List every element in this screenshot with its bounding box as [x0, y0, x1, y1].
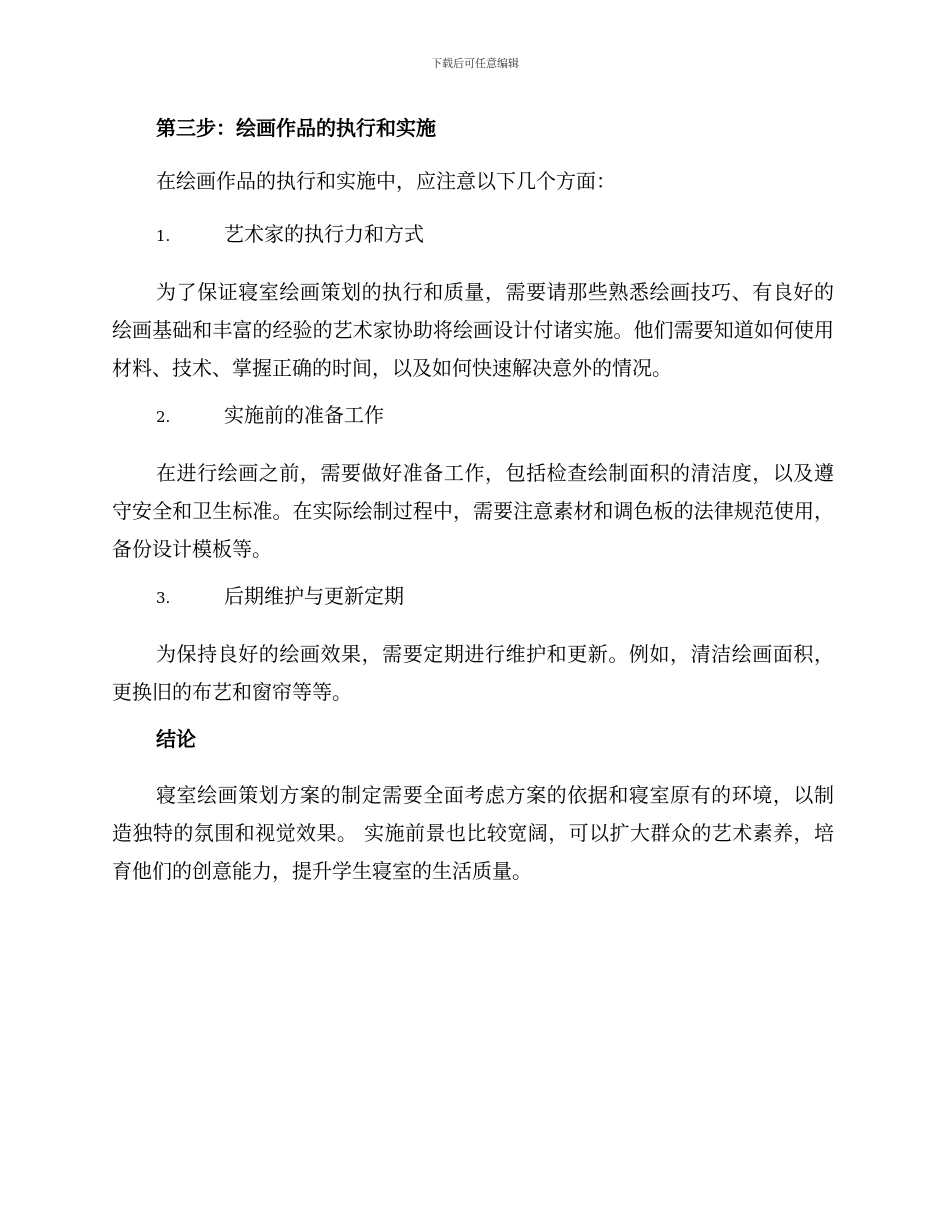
list-number: 1.	[156, 227, 171, 245]
list-number: 2.	[156, 408, 171, 426]
list-item-2	[112, 399, 834, 433]
paragraph: 为了保证寝室绘画策划的执行和质量，需要请那些熟悉绘画技巧、有良好的绘画基础和丰富的经验的艺术家协助将绘画设计付诸实施。他们需要知道如何使用材料、技术、掌握正确的时间，以及如何快速解决意外的情况。	[112, 280, 834, 380]
section-heading: 第三步：绘画作品的执行和实施	[156, 116, 436, 140]
list-item-title: 实施前的准备工作	[224, 403, 384, 427]
paragraph: 在进行绘画之前，需要做好准备工作，包括检查绘制面积的清洁度，以及遵守安全和卫生标准。在实际绘制过程中，需要注意素材和调色板的法律规范使用，备份设计模板等。	[112, 461, 834, 561]
document-body	[112, 112, 834, 902]
list-item-title: 后期维护与更新定期	[224, 584, 404, 608]
conclusion-paragraph: 寝室绘画策划方案的制定需要全面考虑方案的依据和寝室原有的环境，以制造独特的氛围和视觉效果。 实施前景也比较宽阔，可以扩大群众的艺术素养，培育他们的创意能力，提升学生寝室的生活质量。	[112, 783, 834, 883]
page-header-note: 下载后可任意编辑	[431, 57, 519, 70]
list-item-title: 艺术家的执行力和方式	[224, 222, 424, 246]
paragraph: 为保持良好的绘画效果，需要定期进行维护和更新。例如，清洁绘画面积，更换旧的布艺和窗帘等等。	[112, 642, 834, 704]
section-intro: 在绘画作品的执行和实施中，应注意以下几个方面：	[156, 169, 616, 193]
list-item-1	[112, 218, 834, 252]
list-item-3	[112, 580, 834, 614]
conclusion-heading: 结论	[156, 727, 196, 751]
list-number: 3.	[156, 589, 171, 607]
